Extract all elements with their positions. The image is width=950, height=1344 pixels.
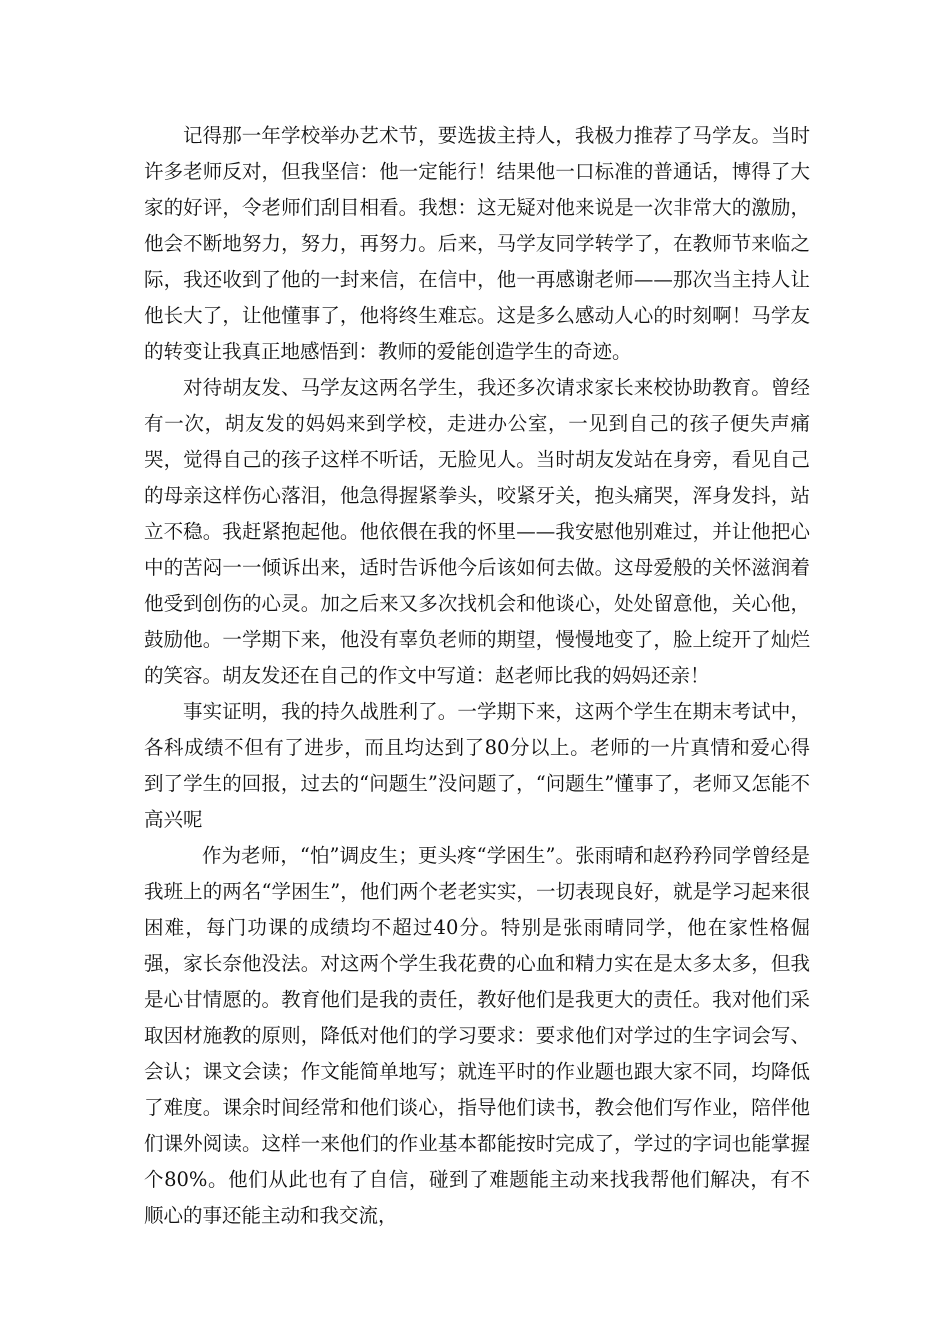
paragraph-victory: 事实证明，我的持久战胜利了。一学期下来，这两个学生在期末考试中，各科成绩不但有了进步，而且均达到了80分以上。老师的一片真情和爱心得到了学生的回报，过去的“问题生”没问题了，“问题生”懂事了，老师又怎能不高兴呢 [144, 700, 810, 831]
paragraph-struggling-students: 作为老师，“怕”调皮生；更头疼“学困生”。张雨晴和赵矜矜同学曾经是我班上的两名“学困生”，他们两个老老实实，一切表现良好，就是学习起来很困难，每门功课的成绩均不超过40分。特别是张雨晴同学，他在家性格倔强，家长奈他没法。对这两个学生我花费的心血和精力实在是太多太多，但我是心甘情愿的。教育他们是我的责任，教好他们是我更大的责任。我对他们采取因材施教的原则，降低对他们的学习要求：要求他们对学过的生字词会写、会认；课文会读；作文能简单地写；就连平时的作业题也跟大家不同，均降低了难度。课余时间经常和他们谈心，指导他们读书，教会他们写作业，陪伴他们课外阅读。这样一来他们的作业基本都能按时完成了，学过的字词也能掌握个80%。他们从此也有了自信，碰到了难题能主动来找我帮他们解决，有不顺心的事还能主动和我交流， [144, 844, 810, 1227]
paragraph-parent-visit: 对待胡友发、马学友这两名学生，我还多次请求家长来校协助教育。曾经有一次，胡友发的妈妈来到学校，走进办公室，一见到自己的孩子便失声痛哭，觉得自己的孩子这样不听话，无脸见人。当时胡友发站在身旁，看见自己的母亲这样伤心落泪，他急得握紧拳头，咬紧牙关，抱头痛哭，浑身发抖，站立不稳。我赶紧抱起他。他依偎在我的怀里——我安慰他别难过，并让他把心中的苦闷一一倾诉出来，适时告诉他今后该如何去做。这母爱般的关怀滋润着他受到创伤的心灵。加之后来又多次找机会和他谈心，处处留意他，关心他，鼓励他。一学期下来，他没有辜负老师的期望，慢慢地变了，脸上绽开了灿烂的笑容。胡友发还在自己的作文中写道：赵老师比我的妈妈还亲！ [144, 376, 810, 687]
document-body [144, 118, 810, 1234]
paragraph-host-selection: 记得那一年学校举办艺术节，要选拔主持人，我极力推荐了马学友。当时许多老师反对，但我坚信：他一定能行！结果他一口标准的普通话，博得了大家的好评，令老师们刮目相看。我想：这无疑对他来说是一次非常大的激励，他会不断地努力，努力，再努力。后来，马学友同学转学了，在教师节来临之际，我还收到了他的一封来信，在信中，他一再感谢老师——那次当主持人让他长大了，让他懂事了，他将终生难忘。这是多么感动人心的时刻啊！马学友的转变让我真正地感悟到：教师的爱能创造学生的奇迹。 [144, 124, 810, 363]
